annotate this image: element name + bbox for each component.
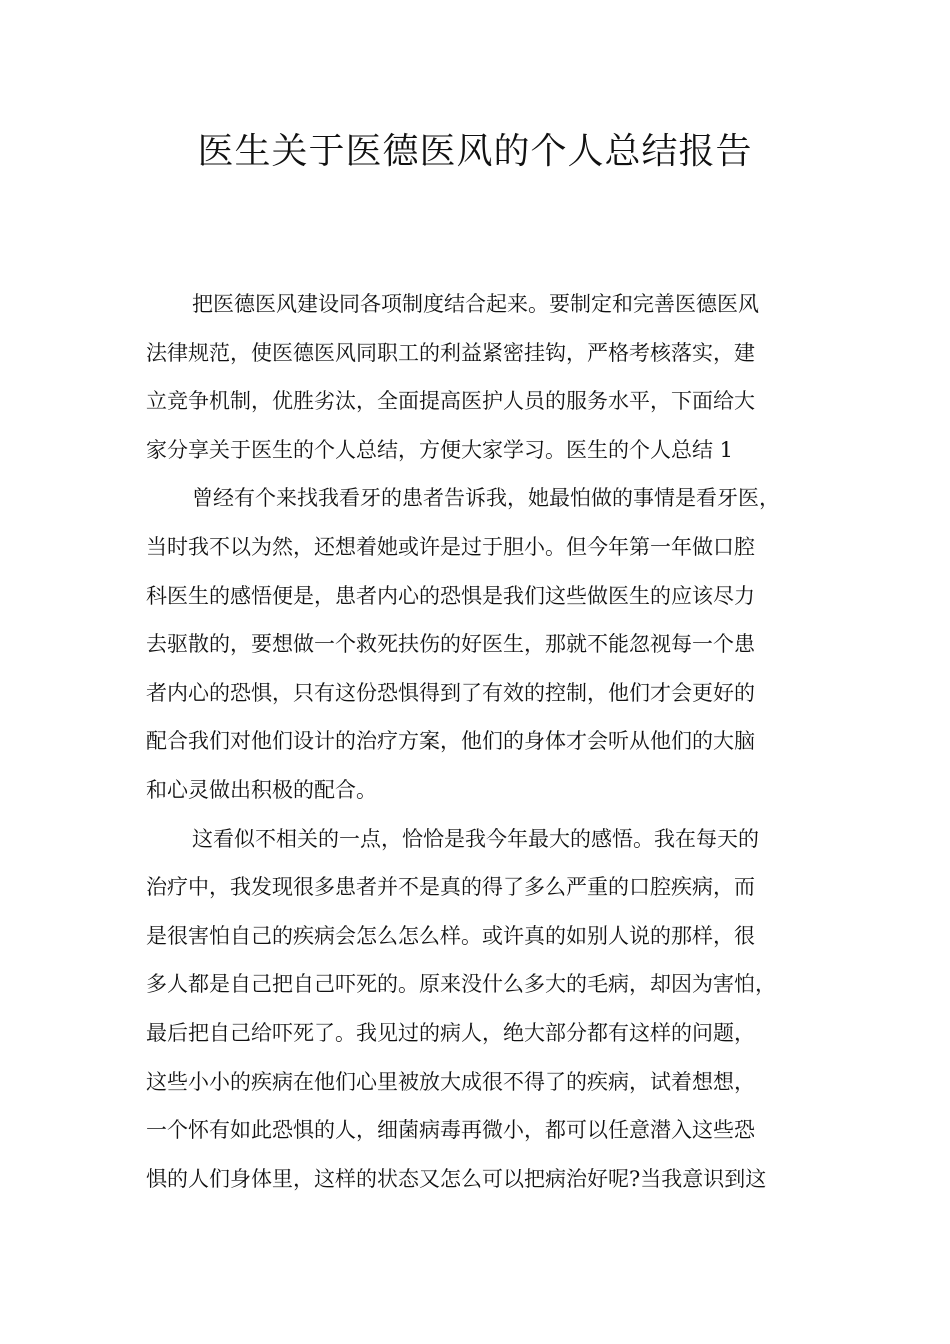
body-text-line: 法律规范，使医德医风同职工的利益紧密挂钩，严格考核落实，建 — [146, 340, 755, 365]
body-text-line: 最后把自己给吓死了。我见过的病人，绝大部分都有这样的问题， — [146, 1020, 755, 1045]
body-text-line: 治疗中，我发现很多患者并不是真的得了多么严重的口腔疾病，而 — [146, 875, 755, 900]
body-text-line: 是很害怕自己的疾病会怎么怎么样。或许真的如别人说的那样，很 — [146, 923, 755, 948]
body-text-line: 这看似不相关的一点，恰恰是我今年最大的感悟。我在每天的 — [192, 826, 759, 851]
body-text-line: 科医生的感悟便是，患者内心的恐惧是我们这些做医生的应该尽力 — [146, 583, 755, 608]
body-text-line: 和心灵做出积极的配合。 — [146, 777, 377, 802]
body-text-line: 把医德医风建设同各项制度结合起来。要制定和完善医德医风 — [192, 292, 759, 316]
body-text-line: 配合我们对他们设计的治疗方案，他们的身体才会听从他们的大脑 — [146, 729, 755, 754]
body-text-line: 多人都是自己把自己吓死的。原来没什么多大的毛病，却因为害怕， — [146, 972, 776, 997]
document-body — [146, 280, 826, 1203]
body-text-line: 这些小小的疾病在他们心里被放大成很不得了的疾病，试着想想， — [146, 1069, 755, 1094]
body-text-line: 一个怀有如此恐惧的人，细菌病毒再微小，都可以任意潜入这些恐 — [146, 1118, 755, 1143]
document-title: 医生关于医德医风的个人总结报告 — [197, 131, 753, 172]
body-text-line: 去驱散的，要想做一个救死扶伤的好医生，那就不能忽视每一个患 — [146, 632, 755, 657]
body-text-line: 惧的人们身体里，这样的状态又怎么可以把病治好呢?当我意识到这 — [146, 1166, 767, 1191]
body-text-line: 立竞争机制，优胜劣汰，全面提高医护人员的服务水平，下面给大 — [146, 389, 755, 414]
body-text-line: 家分享关于医生的个人总结，方便大家学习。医生的个人总结 1 — [146, 437, 734, 462]
body-text-line: 当时我不以为然，还想着她或许是过于胆小。但今年第一年做口腔 — [146, 534, 755, 559]
body-text-line: 曾经有个来找我看牙的患者告诉我，她最怕做的事情是看牙医， — [192, 486, 780, 511]
body-text-line: 者内心的恐惧，只有这份恐惧得到了有效的控制，他们才会更好的 — [146, 680, 755, 705]
